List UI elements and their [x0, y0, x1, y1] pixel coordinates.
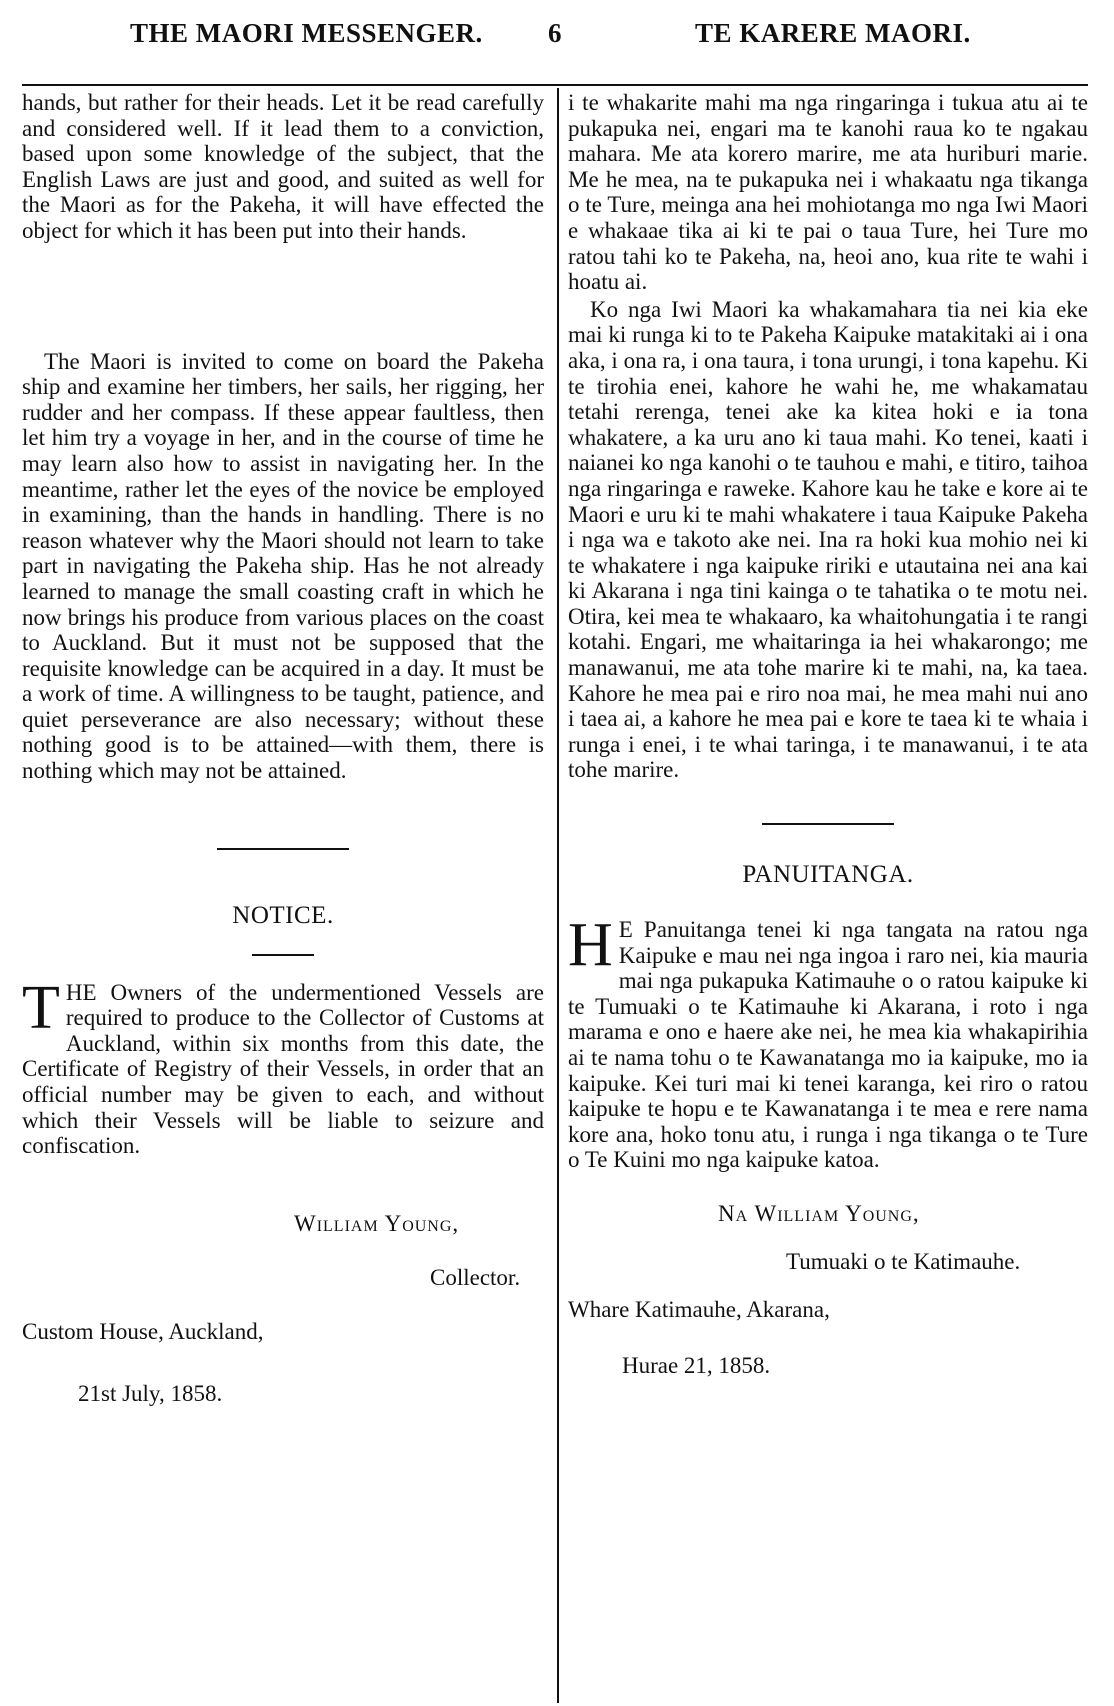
notice-signature-name: William Young, [294, 1210, 460, 1236]
notice-dropcap: T [22, 973, 60, 1042]
panuitanga-dropcap: H [568, 911, 613, 980]
heading-rule [252, 954, 314, 956]
maori-paragraph-ship: Ko nga Iwi Maori ka whakamahara tia nei kia eke mai ki runga ki to te Pakeha Kaipuke matakitaki ai i ona aka, i ona ra, i ona taura, i tona urungi, i tona kapehu. Ki te tirohia enei, kahore he wahi he, me whakamatau tetahi rerenga, tenei ake ka kitea hoki e ia tona whakatere, a ka uru ano ki taua mahi. Ko tenei, kaati i naianei ko nga kanohi o te tauhou e mahi, e titiro, taihoa nga ringaringa e raweke. Kahore kau he take e kore ai te Maori e uru ki te mahi whakatere i taua Kaipuke Pakeha i nga wa e takoto ake nei. Ina ra hoki kua mohio nei ki te whakatere i nga kaipuke ririki e utautaina nei ana kai ki Akarana i nga tini kainga o te tahatika o te motu nei. Otira, kei mea te whakaaro, ka whaitohungatia i te rangi kotahi. Engari, me whaitaringa ia hei whakarongo; me manawanui, me ata tohe marire ki te mahi, na, ka taea. Kahore he mea pai e riro noa mai, he mea mahi nui ano i taea ai, a kahore he mea pai e kore te taea ki te whaia i runga i enei, i te whai taringa, i te manawanui, i te ata tohe marire. [568, 296, 1088, 783]
notice-heading: NOTICE. [232, 901, 334, 929]
page-number: 6 [548, 18, 562, 48]
panuitanga-body [568, 911, 1088, 1173]
maori-paragraph-continued: i te whakarite mahi ma nga ringaringa i tukua atu ai te pukapuka nei, engari ma te kanohi raua ko te ngakau mahara. Me ata korero marire, me ata huriburi marie. Me he mea, na te pukapuka nei i whakaatu nga tikanga o te Ture, meinga ana hei mohiotanga mo nga Iwi Maori e whakaae tika ai ki te pai o taua Ture, hei Ture mo ratou tahi ko te Pakeha, na, heoi ano, kua rite te wahi i hoatu ai. [568, 90, 1088, 295]
panuitanga-signature-name: Na William Young, [718, 1200, 920, 1226]
english-paragraph-ship: The Maori is invited to come on board the Pakeha ship and examine her timbers, her sails, her rigging, her rudder and her compass. If these appear faultless, then let him try a voyage in her, and in the course of time he may learn also how to assist in navigating her. In the meantime, rather let the eyes of the novice be employed in examining, than the hands in handling. There is no reason whatever why the Maori should not learn to take part in navigating the Pakeha ship. Has he not already learned to manage the small coasting craft in which he now brings his produce from various places on the coast to Auckland. But it must not be supposed that the requisite knowledge can be acquired in a day. It must be a work of time. A willingness to be taught, patience, and quiet perseverance are also necessary; without these nothing good is to be attained—with them, there is nothing which may not be attained. [22, 348, 544, 784]
section-rule [762, 823, 894, 825]
notice-text: HE Owners of the undermentioned Vessels are required to produce to the Collector of Customs at Auckland, within six months from this date, the Certificate of Registry of their Vessels, in order that an official number may be given to each, and without which their Vessels will be liable to seizure and confiscation. [22, 979, 544, 1159]
section-rule [217, 848, 349, 850]
english-paragraph-continued: hands, but rather for their heads. Let it be read carefully and considered well. If it lead them to a conviction, based upon some knowledge of the subject, that the English Laws are just and good, and suited as well for the Maori as for the Pakeha, it will have effected the object for which it has been put into their hands. [22, 90, 544, 243]
notice-place: Custom House, Auckland, [22, 1318, 264, 1344]
panuitanga-signature-title: Tumuaki o te Katimauhe. [786, 1248, 1021, 1274]
english-column [22, 88, 544, 1407]
notice-date: 21st July, 1858. [78, 1380, 223, 1406]
header-rule [22, 84, 1088, 86]
panuitanga-text: E Panuitanga tenei ki nga tangata na ratou nga Kaipuke e mau nei nga ingoa i raro nei, kia mauria mai nga pukapuka Katimauhe o o ratou kaipuke ki te Tumuaki o te Katimauhe ki Akarana, i roto i nga marama e ono e haere ake nei, he mea kia whakapirihia ai te nama tohu o te Kawanatanga mo ia kaipuke, mo ia kaipuke. Kei turi mai ki tenei karanga, kei riro o ratou kaipuke te hopu e te Kawanatanga i te mea e rere nama kore ana, hoko tonu atu, i runga i nga tikanga o te Ture o Te Kuini mo nga kaipuke katoa. [568, 917, 1088, 1173]
maori-masthead-title: TE KARERE MAORI. [695, 18, 971, 48]
notice-body [22, 973, 544, 1159]
maori-column [568, 88, 1088, 1379]
panuitanga-place: Whare Katimauhe, Akarana, [568, 1296, 830, 1322]
column-divider [557, 88, 559, 1703]
english-masthead-title: THE MAORI MESSENGER. [130, 18, 483, 48]
panuitanga-date: Hurae 21, 1858. [622, 1352, 771, 1378]
notice-signature-title: Collector. [430, 1264, 521, 1290]
panuitanga-heading: PANUITANGA. [742, 861, 914, 889]
